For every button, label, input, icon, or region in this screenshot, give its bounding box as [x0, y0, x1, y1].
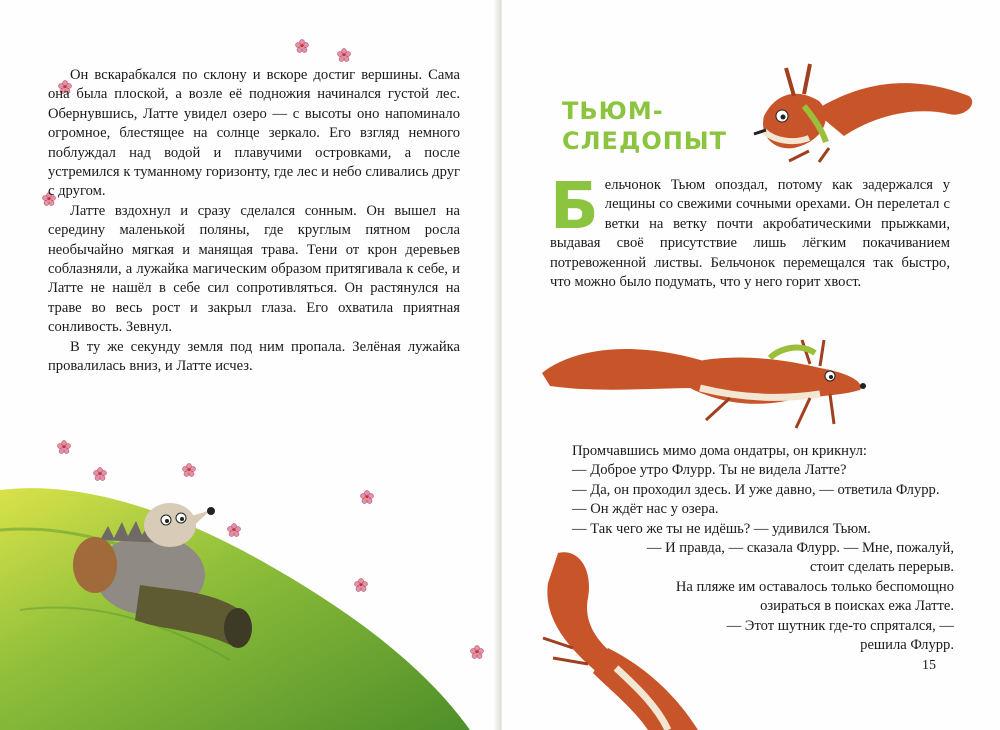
chapter-title — [562, 96, 727, 156]
right-page — [502, 0, 1000, 730]
squirrel-running-illustration — [540, 328, 870, 438]
dialog-line: — Да, он проходил здесь. И уже давно, — ответила Флурр. — Он ждёт нас у озера. — [572, 481, 940, 518]
page-number: 15 — [922, 658, 936, 673]
flower-icon — [57, 440, 71, 454]
dialog-line: Промчавшись мимо дома ондатры, он крикнул: — [572, 443, 867, 459]
chapter-intro — [550, 170, 950, 292]
squirrel-climbing-illustration — [538, 548, 708, 730]
left-page-text — [48, 66, 460, 377]
paragraph: В ту же секунду земля под ним пропала. Зелёная лужайка провалилась вниз, и Латте исчез. — [48, 338, 460, 375]
squirrel-leaping-illustration — [734, 56, 984, 166]
paragraph: Латте вздохнул и сразу сделался сонным. Он вышел на середину маленькой поляны, где круглым пятном росла необычайно мягкая и манящая трава. Тени от крон деревьев соблазняли, а лужайка магическим образом притягивала к себе, и Латте не нашёл в себе сил сопротивляться. Он растянулся на траве во весь рост и закрыл глаза. Его охватила приятная сонливость. Зевнул. — [48, 202, 460, 336]
drop-cap-letter: Б — [550, 170, 599, 244]
paragraph: Он вскарабкался по склону и вскоре достиг вершины. Сама она была плоской, а возле её подножия начинался густой лес. Обернувшись, Латте увидел озеро — с высоты оно напоминало огромное, блестящее на солнце зеркало. Его взгляд немного поблуждал над водой и плавучими островками, а после устремился к туманному горизонту, где лес и небо сливались друг с другом. — [48, 67, 460, 200]
dialog-line: — Этот шутник где-то спрятался, — решила Флурр. — [726, 617, 954, 654]
dialog-line: — И правда, — сказала Флурр. — Мне, пожалуй, стоит сделать перерыв. — [646, 540, 954, 576]
dialog-line: — Доброе утро Флурр. Ты не видела Латте? — [572, 462, 847, 479]
hedgehog-on-hill-illustration — [0, 470, 498, 730]
flower-icon — [295, 39, 309, 53]
paragraph: ельчонок Тьюм опоздал, потому как задержался у лещины со свежими сочными орехами. Он перелетал с ветки на ветку почти акробатическими прыжками, выдавая своё присутствие лишь лёгким покачиванием потревоженной листвы. Бельчонок перемещался так быстро, что можно было подумать, что у него горит хвост. — [550, 177, 950, 291]
flower-icon — [337, 48, 351, 62]
left-page — [0, 0, 498, 730]
dialog-line: На пляже им оставалось только беспомощно озираться в поисках ежа Латте. — [675, 578, 954, 615]
chapter-title-line: СЛЕДОПЫТ — [562, 127, 728, 155]
chapter-title-line: ТЬЮМ- — [562, 97, 664, 125]
dialog-line: — Так чего же ты не идёшь? — удивился Тьюм. — [572, 520, 871, 537]
